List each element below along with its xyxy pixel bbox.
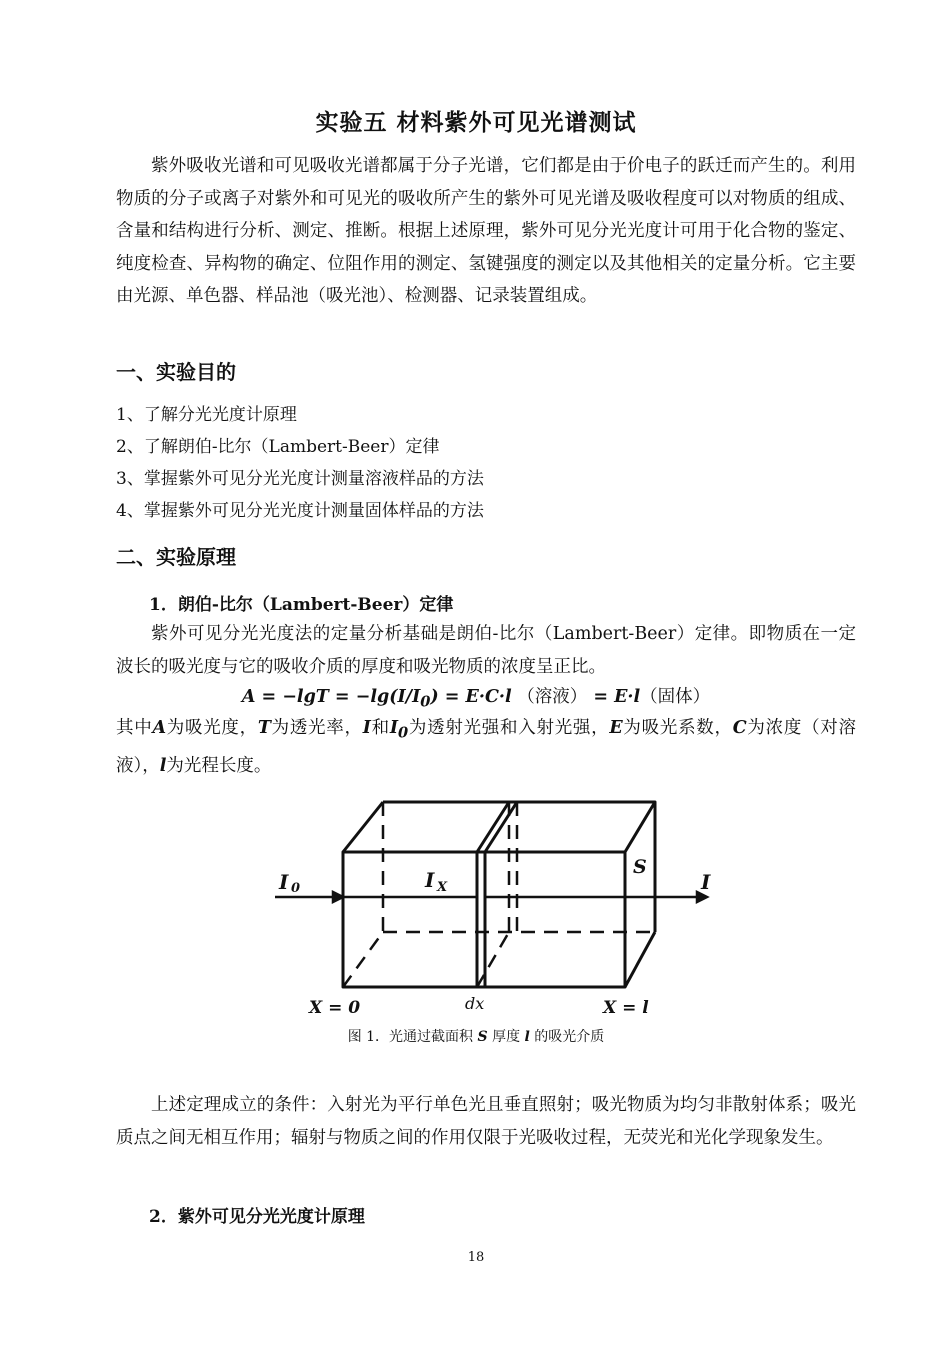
hidden-edge-bottom-left	[343, 932, 383, 987]
where-text: 为浓度（对溶液），	[116, 718, 857, 776]
where-text: 为吸光度，	[166, 718, 258, 738]
formula-lhs: A = −lgT = −lg(I/I	[241, 687, 421, 707]
figure-caption	[0, 1026, 952, 1046]
section-heading-principle: 二、实验原理	[116, 545, 236, 569]
formula-solution-note: （溶液）	[517, 687, 588, 707]
caption-text: 厚度	[487, 1029, 525, 1045]
label-I0: I	[279, 870, 289, 894]
var-I: I	[362, 718, 371, 738]
objective-item-4: 4、掌握紫外可见分光光度计测量固体样品的方法	[116, 501, 484, 521]
where-text: 其中	[116, 718, 153, 738]
objective-item-2: 2、了解朗伯-比尔（Lambert-Beer）定律	[116, 437, 440, 457]
label-I0-sub: 0	[291, 881, 301, 896]
depth-edge-top-left	[343, 802, 383, 852]
page-number: 18	[467, 1250, 485, 1265]
label-S: S	[633, 856, 647, 878]
var-A: A	[152, 718, 167, 738]
objective-item-1: 1、了解分光光度计原理	[116, 405, 297, 425]
slab-top-left	[477, 802, 509, 852]
caption-var-l: l	[524, 1029, 530, 1045]
var-E: E	[609, 718, 623, 738]
caption-var-S: S	[477, 1029, 488, 1045]
var-l: l	[159, 756, 167, 776]
formula-solid-note: （固体）	[640, 687, 711, 707]
where-text: 为吸光系数，	[622, 718, 733, 738]
subsection-heading-spectrophotometer: 2．紫外可见分光光度计原理	[149, 1207, 365, 1227]
caption-text: 的吸光介质	[529, 1029, 605, 1045]
lambert-beer-formula	[0, 683, 952, 711]
where-text: 为光程长度。	[166, 756, 272, 776]
label-x0: X = 0	[309, 998, 361, 1018]
label-Ix: I	[425, 868, 435, 892]
conditions-paragraph: 上述定理成立的条件：入射光为平行单色光且垂直照射；吸光物质为均匀非散射体系；吸光质点之间无相互作用；辐射与物质之间的作用仅限于光吸收过程，无荧光和光化学现象发生。	[116, 1095, 856, 1148]
absorbing-medium-figure	[265, 795, 715, 1020]
formula-eq: = E·l	[587, 687, 641, 707]
label-I: I	[701, 870, 711, 894]
section-heading-objectives: 一、实验目的	[116, 360, 236, 384]
hidden-edge-slab-bottom	[477, 932, 509, 987]
depth-edge-top-right	[625, 802, 655, 852]
label-dx: dx	[465, 994, 485, 1013]
variable-definitions	[116, 712, 856, 783]
intro-paragraph: 紫外吸收光谱和可见吸收光谱都属于分子光谱，它们都是由于价电子的跃迁而产生的。利用物质的分子或离子对紫外和可见光的吸收所产生的紫外可见光谱及吸收程度可以对物质的组成、含量和结构进行分析、测定、推断。根据上述原理，紫外可见分光光度计可用于化合物的鉴定、纯度检查、异构物的确定、位阻作用的测定、氢键强度的测定以及其他相关的定量分析。它主要由光源、单色器、样品池（吸光池）、检测器、记录装置组成。	[116, 156, 856, 306]
formula-sub-0: 0	[420, 693, 431, 711]
var-T: T	[257, 718, 271, 738]
lambert-beer-paragraph: 紫外可见分光光度法的定量分析基础是朗伯-比尔（Lambert-Beer）定律。即物质在一定波长的吸光度与它的吸收介质的厚度和吸光物质的浓度呈正比。	[116, 624, 856, 677]
var-C: C	[732, 718, 747, 738]
depth-edge-bottom-right	[625, 932, 655, 987]
label-xl: X = l	[603, 998, 649, 1018]
label-Ix-sub: X	[437, 880, 448, 895]
slab-top-right	[485, 802, 517, 852]
objective-item-3: 3、掌握紫外可见分光光度计测量溶液样品的方法	[116, 469, 484, 489]
formula-mid: ) = E·C·l	[430, 687, 512, 707]
subsection-heading-lambert-beer: 1．朗伯-比尔（Lambert-Beer）定律	[149, 595, 454, 615]
page-title: 实验五 材料紫外可见光谱测试	[315, 109, 637, 136]
where-text: 和	[370, 718, 390, 738]
where-text: 为透光率，	[270, 718, 363, 738]
where-text: 为透射光强和入射光强，	[408, 718, 610, 738]
var-I0: I	[389, 718, 399, 738]
back-face	[383, 802, 655, 932]
var-I0-subscript: 0	[398, 724, 409, 742]
caption-text: 图 1．光通过截面积	[347, 1029, 478, 1045]
